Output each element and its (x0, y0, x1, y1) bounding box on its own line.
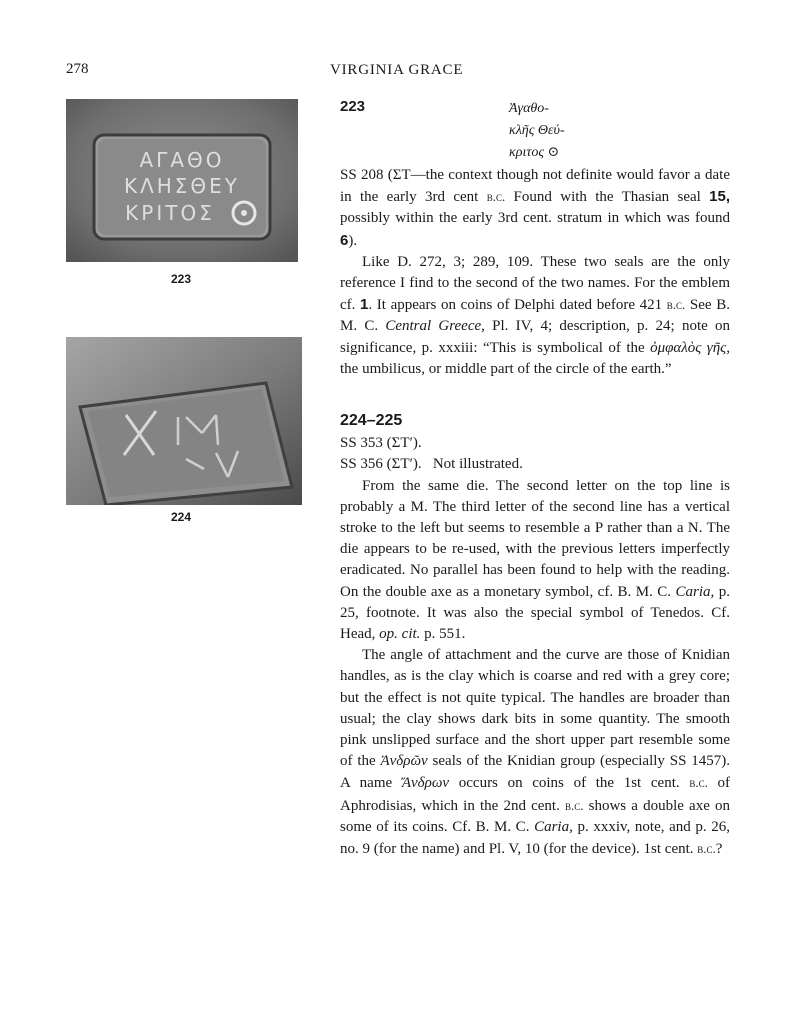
stamp-line-2: ΚΛΗΣΘΕΥ (123, 174, 241, 198)
page-number: 278 (66, 61, 89, 77)
ss-reference-356: SS 356 (ΣΤʹ). Not illustrated. (340, 456, 523, 473)
stamp-photo-224 (66, 337, 302, 505)
paragraph-224-clay: The angle of attachment and the curve are those of Knidian handles, as is the clay which is coarse and red with a grey core; but the effect is not quite typical. The handles are broader than usual; the clay shows dark bits in some quantity. The smooth pink unslipped surface and the short upper part resemble some of the Ἀνδρῶν seals of the Knidian group (especially SS 1457). A name Ἄνδρων occurs on coins of the 1st cent. b.c. of Aphrodisias, which in the 2nd cent. b.c. shows a double axe on some of its coins. Cf. B. M. C. Caria, p. xxxiv, note, and p. 26, no. 9 (for the name) and Pl. V, 10 (for the device). 1st cent. b.c.? (340, 647, 730, 858)
stamp-photo-223 (66, 99, 298, 262)
stamp-line-1: ΑΓΑΘΟ (139, 148, 225, 172)
stamp-line-3: ΚΡΙΤΟΣ (125, 201, 215, 225)
ss-reference-353: SS 353 (ΣΤʹ). (340, 435, 422, 452)
greek-inscription-223 (509, 98, 565, 164)
paragraph-224-die: From the same die. The second letter on the top line is probably a M. The third letter of the second line has a vertical stroke to the left but seems to resemble a P rather than a N. The die appears to be re-used, with the previous letters imperfectly eradicated. No parallel has been found to help with the reading. On the double axe as a monetary symbol, cf. B. M. C. Caria, p. 25, footnote. It was also the special symbol of Tenedos. Cf. Head, op. cit. p. 551. (340, 477, 730, 643)
paragraph-223-emblem: Like D. 272, 3; 289, 109. These two seals are the only reference I find to the second of the two names. For the emblem cf. 1. It appears on coins of Delphi dated before 421 b.c. See B. M. C. Central Greece, Pl. IV, 4; description, p. 24; note on significance, p. xxxiii: “This is symbolical of the ὀμφαλὸς γῆς, the umbilicus, or middle part of the circle of the earth.” (340, 253, 731, 377)
greek-line-2: κλῆς Θεύ- (509, 123, 565, 138)
entry-223-body (340, 165, 730, 380)
running-head: VIRGINIA GRACE (330, 62, 464, 78)
paragraph-223-context: SS 208 (ΣΤ—the context though not definite would favor a date in the early 3rd cent b.c. Found with the Thasian seal 15, possibly within the early 3rd cent. stratum in which was found 6). (340, 167, 731, 249)
greek-line-1: Ἀγαθο- (509, 101, 549, 116)
entry-number-223: 223 (340, 98, 366, 115)
figure-caption-223: 223 (171, 272, 192, 286)
entry-number-224-225: 224–225 (340, 412, 403, 429)
figure-caption-224: 224 (171, 510, 192, 524)
entry-224-body (340, 410, 730, 860)
greek-line-3: κριτος ⊙ (509, 145, 560, 160)
